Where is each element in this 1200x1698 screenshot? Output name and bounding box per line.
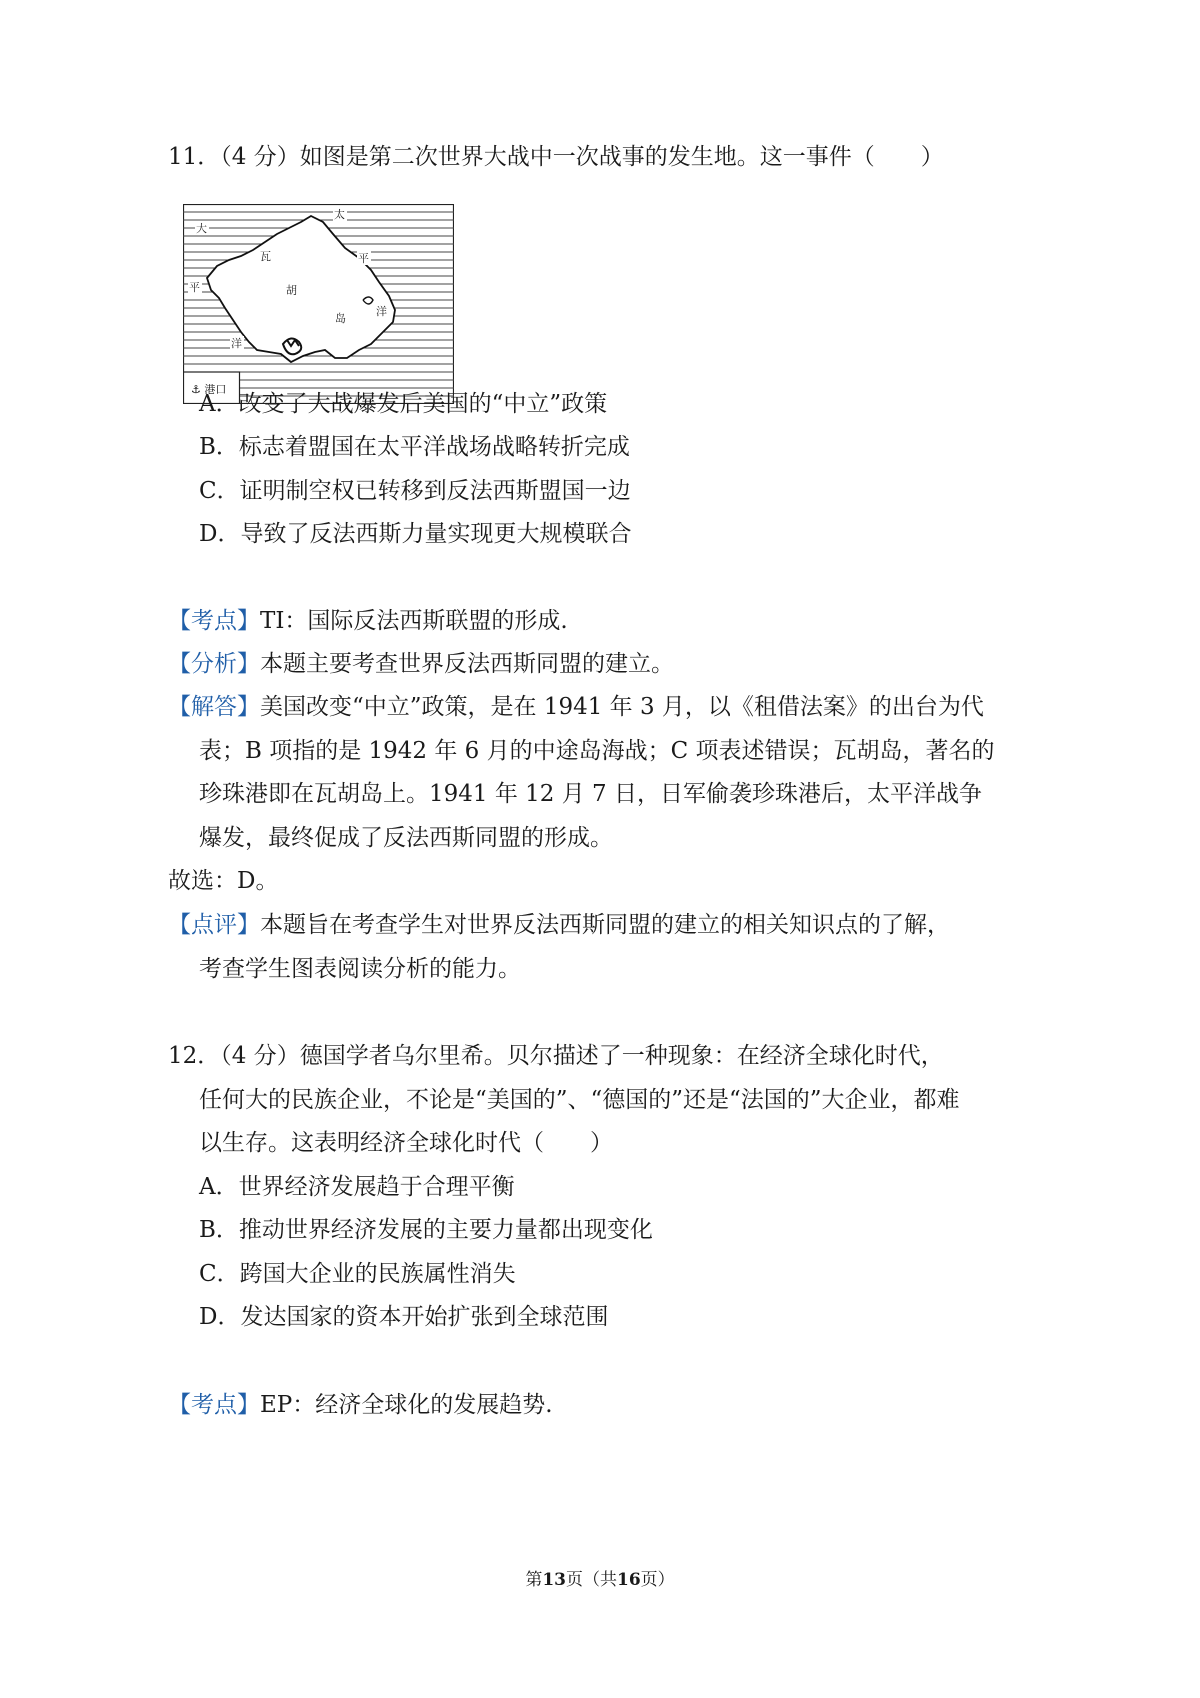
q11-jieda [168,692,984,722]
q11-kaodian [168,606,568,636]
q12-option-c: C．跨国大企业的民族属性消失 [199,1261,516,1287]
map-label-da: 大 [196,222,207,235]
map-label-yang-right: 洋 [376,305,387,318]
q11-stem: 11．（4 分）如图是第二次世界大战中一次战事的发生地。这一事件（ ） [168,144,944,170]
q12-kaodian-tag: 【考点】 [168,1392,260,1418]
footer-page-number: 13 [542,1570,566,1590]
q12-option-b: B．推动世界经济发展的主要力量都出现变化 [199,1217,653,1243]
q12-stem-line-3: 以生存。这表明经济全球化时代（ ） [199,1130,613,1156]
dianping-line-2: 考查学生图表阅读分析的能力。 [199,956,521,982]
footer-mid: 页（共 [566,1570,617,1590]
q12-kaodian [168,1390,553,1420]
map-label-hu: 胡 [286,284,297,297]
q11-option-a: A．改变了大战爆发后美国的“中立”政策 [199,391,608,417]
q12-option-a: A．世界经济发展趋于合理平衡 [199,1174,515,1200]
q11-map-figure [183,204,454,404]
q11-answer: 故选：D。 [168,868,279,894]
q12-stem-line-1: 12．（4 分）德国学者乌尔里希。贝尔描述了一种现象：在经济全球化时代， [168,1043,944,1069]
map-label-dao: 岛 [335,312,346,325]
q12-option-d: D．发达国家的资本开始扩张到全球范围 [199,1304,609,1330]
q12-kaodian-text: EP：经济全球化的发展趋势. [260,1392,553,1418]
fenxi-tag: 【分析】 [168,651,260,677]
kaodian-tag: 【考点】 [168,608,260,634]
map-label-tai: 太 [334,208,345,221]
footer-pre: 第 [525,1570,543,1590]
kaodian-text: TI：国际反法西斯联盟的形成. [260,608,568,634]
map-label-ping-right: 平 [358,252,369,265]
dianping-line-1: 本题旨在考查学生对世界反法西斯同盟的建立的相关知识点的了解， [260,912,950,938]
footer-total-pages: 16 [617,1570,641,1590]
q11-option-b: B．标志着盟国在太平洋战场战略转折完成 [199,434,630,460]
q11-option-c: C．证明制空权已转移到反法西斯盟国一边 [199,478,631,504]
q11-dianping [168,910,950,940]
jieda-line-4: 爆发，最终促成了反法西斯同盟的形成。 [199,825,613,851]
map-label-wa: 瓦 [260,250,271,263]
footer-post: 页） [640,1570,675,1590]
map-legend-harbor: ⚓ 港口 [191,383,227,396]
jieda-line-3: 珍珠港即在瓦胡岛上。1941 年 12 月 7 日，日军偷袭珍珠港后，太平洋战争 [199,781,982,807]
jieda-line-1: 美国改变“中立”政策，是在 1941 年 3 月，以《租借法案》的出台为代 [260,694,984,720]
q11-fenxi [168,649,674,679]
dianping-tag: 【点评】 [168,912,260,938]
jieda-tag: 【解答】 [168,694,260,720]
jieda-line-2: 表；B 项指的是 1942 年 6 月的中途岛海战；C 项表述错误；瓦胡岛，著名的 [199,738,995,764]
q12-stem-line-2: 任何大的民族企业，不论是“美国的”、“德国的”还是“法国的”大企业，都难 [199,1087,960,1113]
map-label-yang-left: 洋 [231,337,242,350]
page-footer [0,1565,1200,1590]
q11-option-d: D．导致了反法西斯力量实现更大规模联合 [199,521,632,547]
fenxi-text: 本题主要考查世界反法西斯同盟的建立。 [260,651,674,677]
map-label-ping-left: 平 [189,281,200,294]
